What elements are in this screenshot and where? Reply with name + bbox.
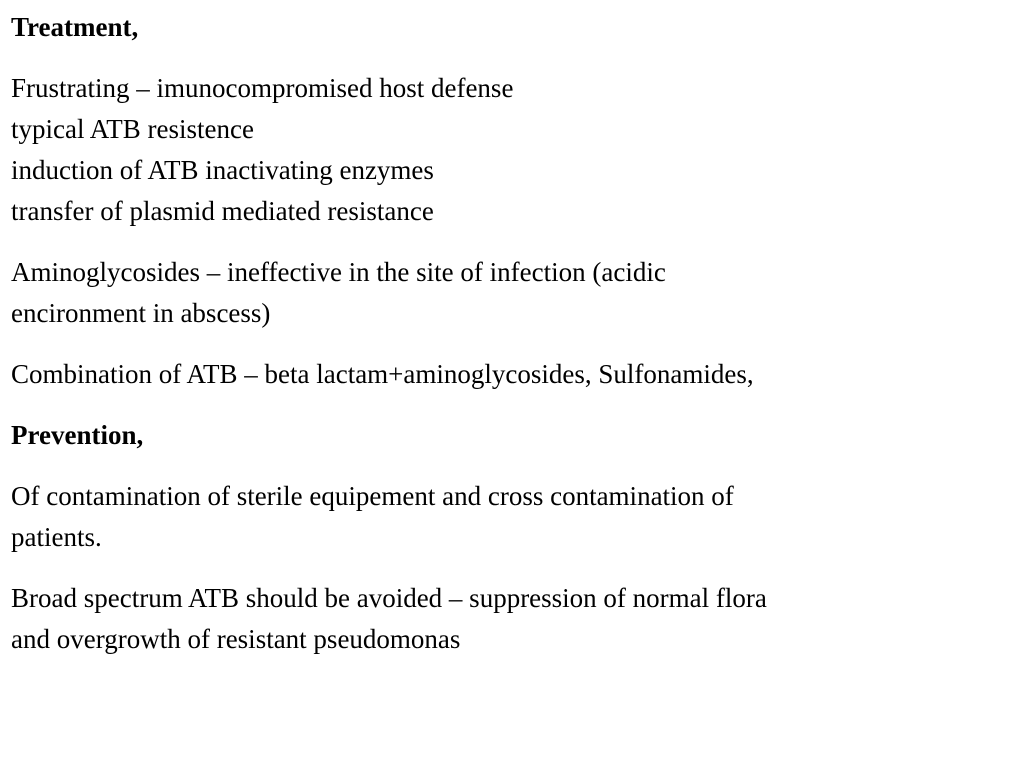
broad-spectrum-paragraph (11, 578, 1011, 660)
treatment-heading: Treatment, (11, 12, 139, 42)
aminoglycosides-line: encironment in abscess) (11, 298, 271, 328)
treatment-line: transfer of plasmid mediated resistance (11, 196, 434, 226)
contamination-line: Of contamination of sterile equipement and cross contamination of (11, 481, 734, 511)
combination-paragraph: Combination of ATB – beta lactam+aminoglycosides, Sulfonamides, (11, 359, 754, 389)
prevention-heading: Prevention, (11, 420, 144, 450)
broad-spectrum-line: Broad spectrum ATB should be avoided – suppression of normal flora (11, 583, 767, 613)
aminoglycosides-paragraph (11, 252, 1011, 334)
slide-content (11, 7, 1011, 680)
treatment-line: Frustrating – imunocompromised host defense (11, 73, 514, 103)
treatment-line: typical ATB resistence (11, 114, 254, 144)
aminoglycosides-line: Aminoglycosides – ineffective in the site of infection (acidic (11, 257, 666, 287)
contamination-paragraph (11, 476, 1011, 558)
treatment-paragraph (11, 68, 1011, 232)
broad-spectrum-line: and overgrowth of resistant pseudomonas (11, 624, 461, 654)
contamination-line: patients. (11, 522, 102, 552)
treatment-line: induction of ATB inactivating enzymes (11, 155, 434, 185)
